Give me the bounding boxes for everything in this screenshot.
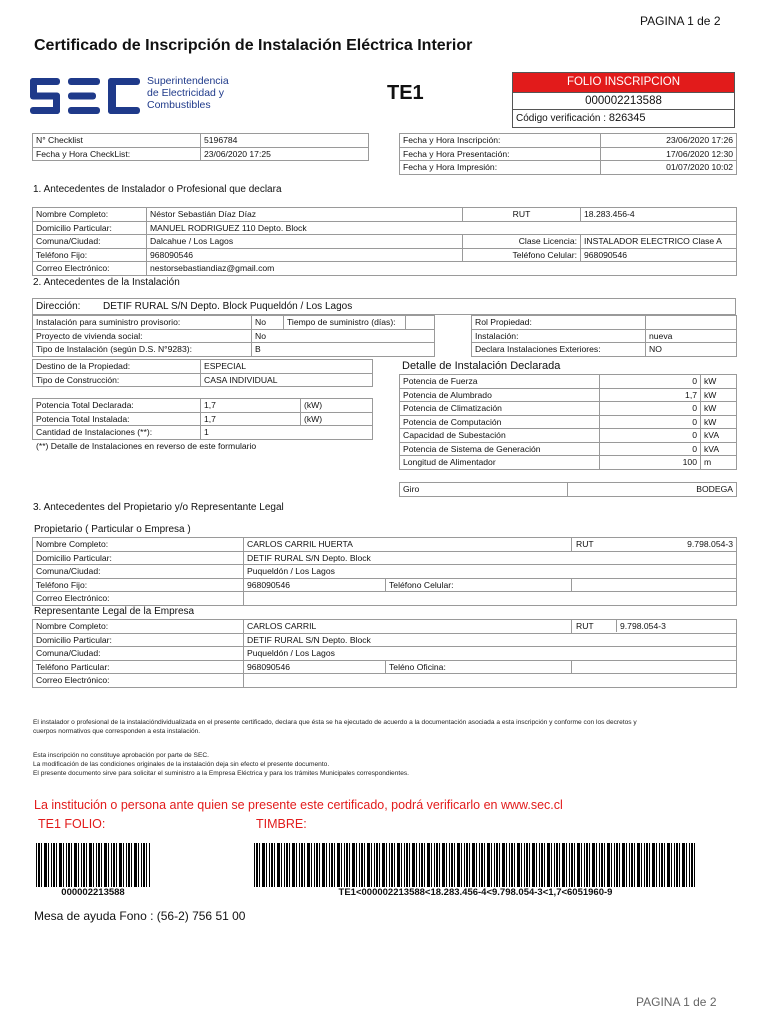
installation-right-table (471, 315, 737, 357)
rep-phone: 968090546 (244, 660, 386, 674)
installer-phone: 968090546 (147, 248, 463, 262)
owner-rut-cell (572, 538, 737, 552)
installed-power-label: Potencia Total Instalada: (33, 412, 201, 426)
table-row (400, 134, 737, 148)
declared-power-value: 1,7 (201, 399, 301, 413)
form-code: TE1 (387, 82, 424, 104)
date-value: 17/06/2020 12:30 (601, 147, 737, 161)
date-label: Fecha y Hora Impresión: (400, 161, 601, 175)
rep-address: DETIF RURAL S/N Depto. Block (244, 633, 737, 647)
table-row (33, 134, 369, 148)
table-row (33, 633, 737, 647)
address-label: Domicilio Particular: (33, 221, 147, 235)
giro-value: BODEGA (568, 483, 737, 497)
direccion-value: DETIF RURAL S/N Depto. Block Puqueldón / Los Lagos (103, 301, 353, 312)
installed-power-unit: (kW) (301, 412, 373, 426)
giro-table (399, 482, 737, 497)
property-role-label: Rol Propiedad: (472, 316, 646, 330)
verification-label: Código verificación : (516, 113, 607, 124)
folio-barcode-text: 000002213588 (61, 887, 125, 898)
owner-phone: 968090546 (244, 578, 386, 592)
email-label: Correo Electrónico: (33, 262, 147, 276)
construction-type-value: CASA INDIVIDUAL (201, 373, 373, 387)
verification-row (513, 110, 734, 127)
checklist-date-label: Fecha y Hora CheckList: (33, 147, 201, 161)
table-row (400, 388, 737, 402)
timbre-barcode-text: TE1<000002213588<18.283.456-4<9.798.054-3<1,7<6051960-9 (338, 887, 613, 898)
rep-city: Puqueldón / Los Lagos (244, 647, 737, 661)
table-row (472, 343, 737, 357)
detail-label: Potencia de Fuerza (400, 375, 600, 389)
table-row (472, 329, 737, 343)
table-row (472, 316, 737, 330)
section1-heading: 1. Antecedentes de Instalador o Profesional que declara (33, 184, 282, 195)
table-row (33, 426, 373, 440)
table-row (33, 373, 373, 387)
section2-heading: 2. Antecedentes de la Instalación (33, 277, 180, 288)
table-row (33, 592, 737, 606)
legal-text (33, 718, 739, 736)
rep-phone-label: Teléfono Particular: (33, 660, 244, 674)
detail-value: 0 (600, 442, 701, 456)
social-housing-label: Proyecto de vivienda social: (33, 329, 252, 343)
installer-table (32, 207, 737, 276)
table-row (33, 262, 737, 276)
table-row (400, 415, 737, 429)
address-row (32, 298, 736, 315)
folio-box (512, 72, 735, 128)
date-value: 01/07/2020 10:02 (601, 161, 737, 175)
rep-rut-label: RUT (576, 621, 594, 632)
table-row (33, 538, 737, 552)
installer-mobile: 968090546 (581, 248, 737, 262)
dates-table (399, 133, 737, 175)
table-row (400, 161, 737, 175)
table-row (400, 402, 737, 416)
table-row (400, 147, 737, 161)
rep-email-label: Correo Electrónico: (33, 674, 244, 688)
te1-folio-label: TE1 FOLIO: (38, 817, 106, 831)
legal-rep-table (32, 619, 737, 688)
folio-barcode (36, 843, 150, 887)
legal-p4: El presente documento sirve para solicitar el suministro a la Empresa Eléctrica y para los trámites Municipales correspondientes. (33, 770, 410, 777)
help-line: Mesa de ayuda Fono : (56-2) 756 51 00 (34, 909, 246, 923)
legal-notes (33, 751, 739, 778)
detail-heading: Detalle de Instalación Declarada (402, 360, 561, 372)
table-row (33, 551, 737, 565)
rep-address-label: Domicilio Particular: (33, 633, 244, 647)
table-row (33, 235, 737, 249)
power-table (32, 398, 373, 440)
detail-unit: m (701, 456, 737, 470)
page-title: Certificado de Inscripción de Instalación Eléctrica Interior (34, 37, 473, 54)
installer-name: Néstor Sebastián Díaz Díaz (147, 208, 463, 222)
rep-name: CARLOS CARRIL (244, 620, 572, 634)
provisional-label: Instalación para suministro provisorio: (33, 316, 252, 330)
owner-email-label: Correo Electrónico: (33, 592, 244, 606)
folio-header: FOLIO INSCRIPCION (513, 73, 734, 92)
rut-label: RUT (463, 208, 581, 222)
rep-city-label: Comuna/Ciudad: (33, 647, 244, 661)
owner-name-label: Nombre Completo: (33, 538, 244, 552)
detail-label: Capacidad de Subestación (400, 429, 600, 443)
detail-unit: kW (701, 388, 737, 402)
rep-office (572, 660, 737, 674)
installation-value: nueva (646, 329, 737, 343)
property-role-value (646, 316, 737, 330)
sec-name-line1: Superintendencia (147, 75, 229, 87)
social-housing-value: No (252, 329, 435, 343)
installation-type-label: Tipo de Instalación (según D.S. N°9283): (33, 343, 252, 357)
table-row (33, 248, 737, 262)
table-row (33, 620, 737, 634)
owner-rut: 9.798.054-3 (687, 539, 734, 550)
table-row (33, 660, 737, 674)
checklist-value: 5196784 (201, 134, 369, 148)
property-table (32, 359, 373, 387)
rep-name-label: Nombre Completo: (33, 620, 244, 634)
folio-number: 000002213588 (513, 92, 734, 110)
checklist-date-value: 23/06/2020 17:25 (201, 147, 369, 161)
owner-address: DETIF RURAL S/N Depto. Block (244, 551, 737, 565)
rep-rut: 9.798.054-3 (616, 620, 666, 632)
table-row (33, 147, 369, 161)
table-row (400, 442, 737, 456)
owner-city-label: Comuna/Ciudad: (33, 565, 244, 579)
owner-email (244, 592, 737, 606)
table-row (400, 429, 737, 443)
detail-value: 100 (600, 456, 701, 470)
detail-label: Potencia de Alumbrado (400, 388, 600, 402)
section3-heading: 3. Antecedentes del Propietario y/o Representante Legal (33, 502, 284, 513)
table-row (33, 578, 737, 592)
phone-label: Teléfono Fijo: (33, 248, 147, 262)
legal-p2: Esta inscripción no constituye aprobación por parte de SEC. (33, 752, 209, 759)
table-row (33, 329, 435, 343)
name-label: Nombre Completo: (33, 208, 147, 222)
supply-time-label: Tiempo de suministro (días): (284, 316, 406, 330)
detail-unit: kW (701, 415, 737, 429)
date-label: Fecha y Hora Presentación: (400, 147, 601, 161)
declared-power-label: Potencia Total Declarada: (33, 399, 201, 413)
property-destination-value: ESPECIAL (201, 360, 373, 374)
sec-logo (30, 76, 142, 116)
owner-address-label: Domicilio Particular: (33, 551, 244, 565)
owner-mobile (572, 578, 737, 592)
installer-rut: 18.283.456-4 (581, 208, 737, 222)
checklist-label: N° Checklist (33, 134, 201, 148)
installed-power-value: 1,7 (201, 412, 301, 426)
reverse-note: (**) Detalle de Instalaciones en reverso de este formulario (36, 441, 257, 451)
provisional-value: No (252, 316, 284, 330)
installer-email: nestorsebastiandiaz@gmail.com (147, 262, 737, 276)
table-row (33, 647, 737, 661)
owner-heading: Propietario ( Particular o Empresa ) (34, 524, 191, 535)
mobile-label: Teléfono Celular: (463, 248, 581, 262)
detail-value: 0 (600, 429, 701, 443)
detail-value: 1,7 (600, 388, 701, 402)
checklist-table (32, 133, 369, 161)
rep-email (244, 674, 737, 688)
legal-p3: La modificación de las condiciones originales de la instalación deja sin efecto el presente documento. (33, 761, 330, 768)
verification-code: 826345 (608, 112, 646, 124)
table-row (400, 483, 737, 497)
construction-type-label: Tipo de Construcción: (33, 373, 201, 387)
installation-type-value: B (252, 343, 435, 357)
detail-value: 0 (600, 402, 701, 416)
installation-count-label: Cantidad de Instalaciones (**): (33, 426, 201, 440)
legal-p1b: cuerpos normativos que corresponden a esta instalación. (33, 728, 201, 735)
owner-city: Puqueldón / Los Lagos (244, 565, 737, 579)
table-row (33, 316, 435, 330)
detail-value: 0 (600, 375, 701, 389)
giro-label: Giro (400, 483, 568, 497)
sec-name (147, 75, 229, 111)
timbre-label: TIMBRE: (256, 817, 307, 831)
installer-address: MANUEL RODRIGUEZ 110 Depto. Block (147, 221, 737, 235)
owner-rut-label: RUT (576, 539, 594, 550)
city-label: Comuna/Ciudad: (33, 235, 147, 249)
date-value: 23/06/2020 17:26 (601, 134, 737, 148)
detail-label: Potencia de Sistema de Generación (400, 442, 600, 456)
installation-label: Instalación: (472, 329, 646, 343)
declared-power-unit: (kW) (301, 399, 373, 413)
date-label: Fecha y Hora Inscripción: (400, 134, 601, 148)
table-row (400, 375, 737, 389)
rep-office-label: Teléno Oficina: (386, 660, 572, 674)
exterior-label: Declara Instalaciones Exteriores: (472, 343, 646, 357)
table-row (33, 674, 737, 688)
detail-unit: kW (701, 375, 737, 389)
legal-rep-heading: Representante Legal de la Empresa (34, 606, 195, 617)
table-row (33, 208, 737, 222)
detail-value: 0 (600, 415, 701, 429)
installer-city: Dalcahue / Los Lagos (147, 235, 463, 249)
installation-left-table (32, 315, 435, 357)
rep-rut-cell (572, 620, 737, 634)
table-row (33, 565, 737, 579)
owner-table (32, 537, 737, 606)
detail-label: Longitud de Alimentador (400, 456, 600, 470)
table-row (400, 456, 737, 470)
supply-time-value (406, 316, 435, 330)
sec-name-line2: de Electricidad y (147, 87, 225, 99)
sec-name-line3: Combustibles (147, 99, 211, 111)
detail-label: Potencia de Computación (400, 415, 600, 429)
timbre-barcode (254, 843, 697, 887)
table-row (33, 221, 737, 235)
detail-unit: kVA (701, 429, 737, 443)
detail-unit: kVA (701, 442, 737, 456)
sec-logo-mark (30, 76, 142, 116)
detail-label: Potencia de Climatización (400, 402, 600, 416)
page-label-top: PAGINA 1 de 2 (640, 14, 721, 28)
direccion-label: Dirección: (36, 301, 81, 312)
table-row (33, 343, 435, 357)
legal-p1: El instalador o profesional de la instalacióndividualizada en el presente certificado, declara que ésta se ha ejecutado de acuerdo a la documentación asociada a esta inscripción y conforme con los decretos y (33, 719, 637, 726)
detail-unit: kW (701, 402, 737, 416)
exterior-value: NO (646, 343, 737, 357)
verify-notice: La institución o persona ante quien se presente este certificado, podrá verificarlo en www.sec.cl (34, 798, 563, 812)
installation-count-value: 1 (201, 426, 373, 440)
owner-name: CARLOS CARRIL HUERTA (244, 538, 572, 552)
table-row (33, 412, 373, 426)
license-label: Clase Licencia: (463, 235, 581, 249)
table-row (33, 360, 373, 374)
owner-mobile-label: Teléfono Celular: (386, 578, 572, 592)
detail-table (399, 374, 737, 470)
owner-phone-label: Teléfono Fijo: (33, 578, 244, 592)
table-row (33, 399, 373, 413)
installer-license: INSTALADOR ELECTRICO Clase A (581, 235, 737, 249)
property-destination-label: Destino de la Propiedad: (33, 360, 201, 374)
page-label-bottom: PAGINA 1 de 2 (636, 995, 717, 1009)
